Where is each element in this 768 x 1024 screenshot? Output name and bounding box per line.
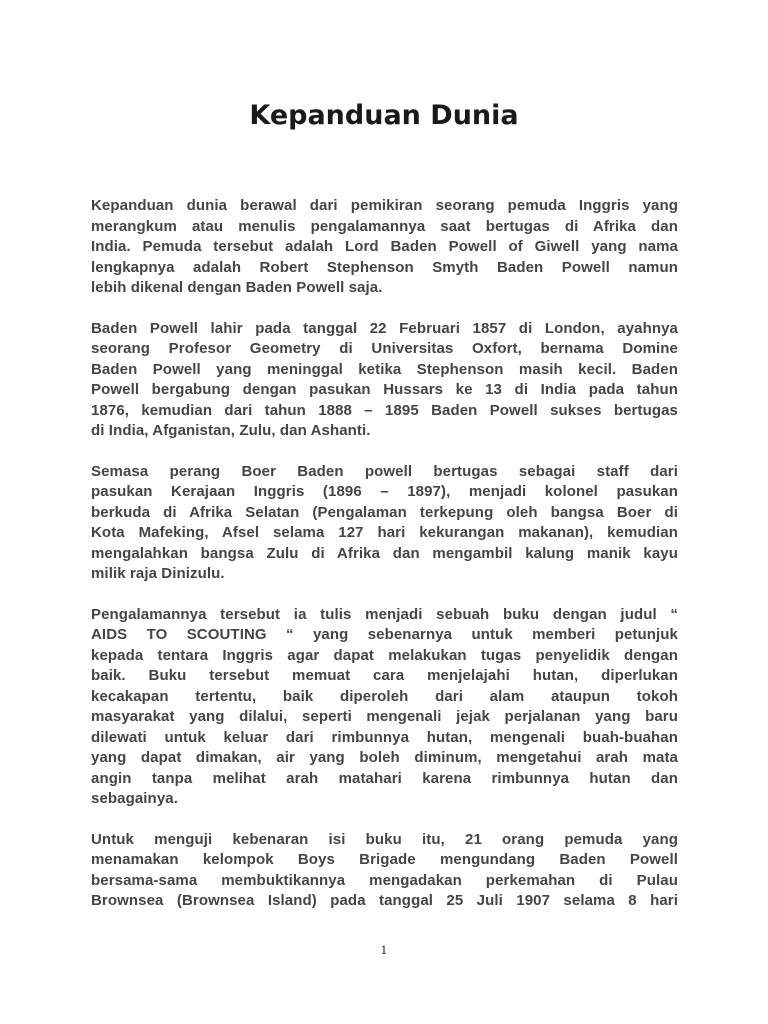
paragraph [91,830,678,912]
text-line: merangkum atau menulis pengalamannya saat bertugas di Afrika dan [91,217,678,235]
text-line: berkuda di Afrika Selatan (Pengalaman terkepung oleh bangsa Boer di [91,503,678,521]
text-line: Kepanduan dunia berawal dari pemikiran seorang pemuda Inggris yang [91,197,678,214]
text-line: di India, Afganistan, Zulu, dan Ashanti. [91,422,371,439]
text-line: seorang Profesor Geometry di Universitas Oxfort, bernama Domine [91,340,678,357]
text-line: dilewati untuk keluar dari rimbunnya hutan, mengenali buah-buahan [91,728,678,746]
text-line: Untuk menguji kebenaran isi buku itu, 21 orang pemuda yang [91,830,678,848]
text-line: masyarakat yang dilalui, seperti mengenali jejak perjalanan yang baru [91,708,678,725]
text-line: mengalahkan bangsa Zulu di Afrika dan mengambil kalung manik kayu [91,544,678,562]
text-line: yang dapat dimakan, air yang boleh diminum, mengetahui arah mata [91,749,678,766]
text-line: 1876, kemudian dari tahun 1888 – 1895 Baden Powell sukses bertugas [91,401,678,419]
paragraph [91,462,678,585]
paragraph [91,605,678,810]
text-line: bersama-sama membuktikannya mengadakan perkemahan di Pulau [91,871,678,889]
text-line: Baden Powell lahir pada tanggal 22 Februari 1857 di London, ayahnya [91,319,678,337]
text-line: milik raja Dinizulu. [91,565,225,582]
text-line: Pengalamannya tersebut ia tulis menjadi sebuah buku dengan judul “ [91,605,678,623]
text-line: AIDS TO SCOUTING “ yang sebenarnya untuk memberi petunjuk [91,626,678,643]
paragraph [91,196,678,299]
text-line: kecakapan tertentu, baik diperoleh dari alam ataupun tokoh [91,687,678,705]
page-number: 1 [380,944,388,957]
text-line: pasukan Kerajaan Inggris (1896 – 1897), menjadi kolonel pasukan [91,483,678,500]
paragraph [91,319,678,442]
text-line: baik. Buku tersebut memuat cara menjelajahi hutan, diperlukan [91,667,678,684]
text-line: sebagainya. [91,790,178,807]
document-title: Kepanduan Dunia [249,100,519,131]
text-line: menamakan kelompok Boys Brigade mengundang Baden Powell [91,851,678,868]
text-line: Semasa perang Boer Baden powell bertugas sebagai staff dari [91,462,678,480]
text-line: India. Pemuda tersebut adalah Lord Baden Powell of Giwell yang nama [91,238,678,255]
text-line: Brownsea (Brownsea Island) pada tanggal 25 Juli 1907 selama 8 hari [91,892,678,909]
text-line: Kota Mafeking, Afsel selama 127 hari kekurangan makanan), kemudian [91,524,678,541]
text-line: lebih dikenal dengan Baden Powell saja. [91,279,383,296]
text-line: kepada tentara Inggris agar dapat melakukan tugas penyelidik dengan [91,646,678,664]
document-body [91,196,678,932]
text-line: angin tanpa melihat arah matahari karena rimbunnya hutan dan [91,769,678,787]
text-line: Powell bergabung dengan pasukan Hussars ke 13 di India pada tahun [91,381,678,398]
text-line: lengkapnya adalah Robert Stephenson Smyth Baden Powell namun [91,258,678,276]
text-line: Baden Powell yang meninggal ketika Stephenson masih kecil. Baden [91,360,678,378]
